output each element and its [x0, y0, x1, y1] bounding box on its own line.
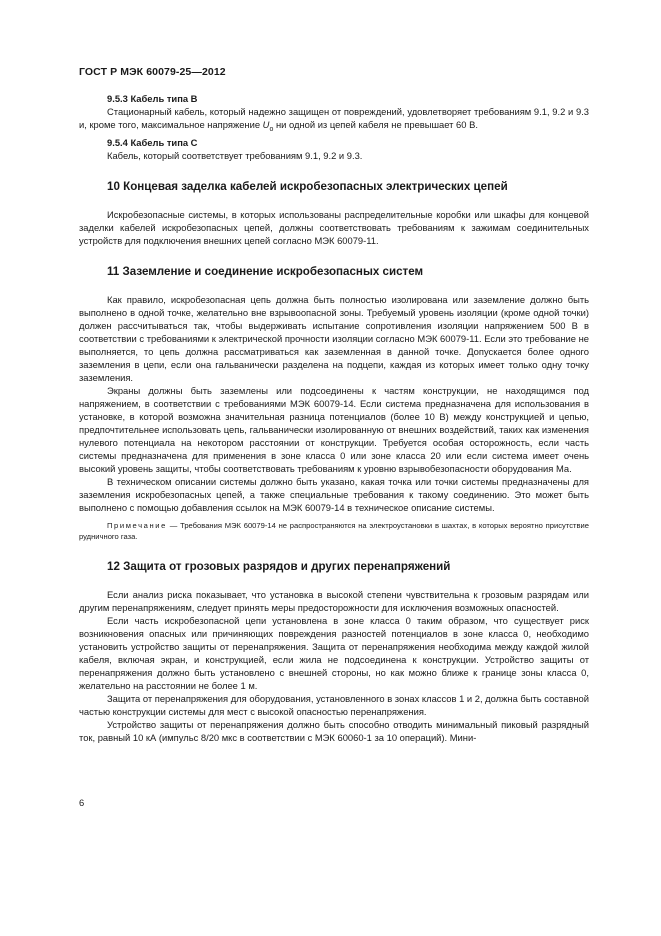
paragraph-9-5-3: Стационарный кабель, который надежно защищен от повреждений, удовлетворяет требованиям 9.1, 9.2 и 9.3 и, кроме того, максимальное напряжение $U_o$ ни одной из цепей кабеля не превышает 60 В. — [79, 106, 589, 133]
paragraph-11-2: Экраны должны быть заземлены или подсоединены к частям конструкции, не находящимся под напряжением, в соответствии с требованиями МЭК 60079-14. Если система предназначена для использования в установке, в которой возможна значительная разница потенциалов (более 10 В) между конструкцией и цепью, предпочтительнее использовать цепь, гальванически изолированную от внешних воздействий, таких как изменения нулевого потенциала на некотором расстоянии от конструкции. Требуется особая осторожность, если часть системы предназначена для применения в зоне класса 0 или зоне класса 20 или если система имеет очень высокий уровень защиты, чтобы соответствовать требованиям к уровню взрывобезопасности оборудования Ма. — [79, 384, 589, 474]
paragraph-11-3: В техническом описании системы должно быть указано, какая точка или точки системы предназначены для заземления искробезопасных цепей, а также специальные требования к такому соединению. Это может быть выполнено с помощью добавления ссылок на МЭК 60079-14 в техническое описание системы. — [79, 475, 589, 513]
page-content — [79, 92, 589, 744]
page-header: ГОСТ Р МЭК 60079-25—2012 — [79, 66, 226, 78]
subsection-heading-9-5-4: 9.5.4 Кабель типа С — [107, 136, 198, 148]
page-number: 6 — [79, 797, 85, 808]
section-heading-10: 10 Концевая заделка кабелей искробезопасных электрических цепей — [107, 179, 508, 193]
paragraph-11-1: Как правило, искробезопасная цепь должна быть полностью изолирована или заземление должно быть выполнено в одной точке, желательно вне взрывоопасной зоны. Требуемый уровень изоляции (кроме одной точки) должен рассчитываться так, чтобы выдерживать испытание сопротивления изоляции напряжением 500 В в соответствии с требованиями к электрической прочности изоляции согласно МЭК 60079-11. Если это требование не выполняется, то цепь должна рассматриваться как заземленная в данной точке. Допускается более одного заземления в цепи, если она гальванически разделена на подцепи, каждая из которых имеет только одну точку заземления. — [79, 293, 589, 383]
note-text: — Требования МЭК 60079-14 не распространяются на электроустановки в шахтах, в которых вероятно присутствие рудничного газа. — [79, 520, 589, 541]
voltage-symbol: U — [262, 119, 270, 130]
paragraph-10-1: Искробезопасные системы, в которых использованы распределительные коробки или шкафы для концевой заделки кабелей искробезопасных цепей, должны соответствовать требованиям к зажимам соединительных устройств для подключения внешних цепей согласно МЭК 60079-11. — [79, 208, 589, 246]
subsection-heading-9-5-3: 9.5.3 Кабель типа В — [107, 93, 198, 104]
paragraph-9-5-4: Кабель, который соответствует требованиям 9.1, 9.2 и 9.3. — [107, 149, 363, 161]
paragraph-12-2: Если часть искробезопасной цепи установлена в зоне класса 0 таким образом, что существует риск возникновения опасных или причиняющих повреждения разностей потенциалов в зоне класса 0, необходимо установить устройство защиты от перенапряжения. Защита от перенапряжения необходима между каждой жилой кабеля, включая экран, и конструкцией, если жила не подсоединена к конструкции. Устройство защиты от перенапряжения должно быть установлено с внешней стороны, но как можно ближе к границе зоны класса 0, желательно на расстоянии не более 1 м. — [79, 614, 589, 691]
section-heading-12: 12 Защита от грозовых разрядов и других перенапряжений — [107, 559, 451, 573]
voltage-subscript: o — [269, 125, 274, 133]
note-11 — [79, 520, 589, 542]
paragraph-12-4: Устройство защиты от перенапряжения должно быть способно отводить минимальный пиковый разрядный ток, равный 10 кА (импульс 8/20 мкс в соответствии с МЭК 60060-1 за 10 операций). Мини- — [79, 718, 589, 743]
note-label: Примечание — [107, 520, 167, 530]
section-heading-11: 11 Заземление и соединение искробезопасных систем — [107, 264, 424, 278]
paragraph-12-1: Если анализ риска показывает, что установка в высокой степени чувствительна к грозовым разрядам или другим перенапряжениям, следует принять меры предосторожности для исключения возможных опасностей. — [79, 588, 589, 613]
paragraph-12-3: Защита от перенапряжения для оборудования, установленного в зонах классов 1 и 2, должна быть составной частью конструкции системы для мест с высокой опасностью перенапряжения. — [79, 692, 589, 717]
